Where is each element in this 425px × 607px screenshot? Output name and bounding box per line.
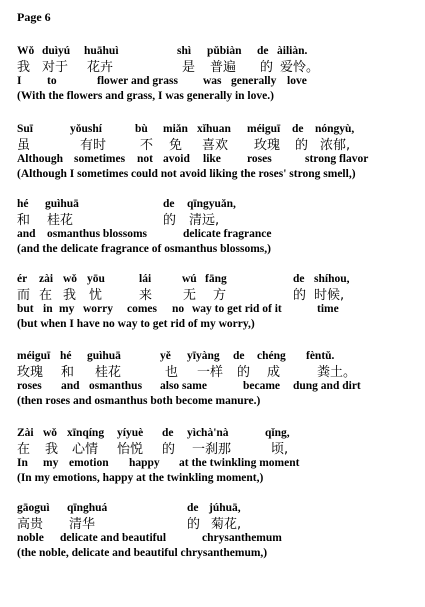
pinyin-line bbox=[17, 45, 417, 60]
gloss-word: not bbox=[137, 153, 153, 165]
pinyin-word: wǒ bbox=[43, 427, 58, 439]
hanzi-word: 高贵 bbox=[17, 517, 44, 532]
hanzi-line bbox=[17, 138, 417, 153]
hanzi-word: 来 bbox=[139, 288, 153, 303]
translation-line bbox=[17, 547, 417, 562]
pinyin-word: guìhuā bbox=[87, 350, 121, 362]
hanzi-word: 一刹那 bbox=[192, 442, 232, 457]
hanzi-word: 的 bbox=[295, 138, 309, 153]
hanzi-word: 无 bbox=[183, 288, 197, 303]
hanzi-line bbox=[17, 365, 417, 380]
gloss-word: no bbox=[172, 303, 185, 315]
stanza-3 bbox=[17, 198, 417, 258]
gloss-word: In bbox=[17, 457, 28, 469]
hanzi-word: 时候, bbox=[314, 288, 345, 303]
pinyin-word: guìhuā bbox=[45, 198, 79, 210]
translation: (Although I sometimes could not avoid liking the roses' strong smell,) bbox=[17, 168, 356, 180]
pinyin-word: hé bbox=[17, 198, 29, 210]
hanzi-word: 桂花 bbox=[95, 365, 122, 380]
pinyin-word: gāoguì bbox=[17, 502, 50, 514]
gloss-word: way to get rid of it bbox=[192, 303, 282, 315]
stanza-6 bbox=[17, 427, 417, 487]
pinyin-word: de bbox=[187, 502, 199, 514]
pinyin-word: xǐhuan bbox=[197, 123, 231, 135]
hanzi-word: 的 bbox=[187, 517, 201, 532]
hanzi-word: 玫瑰 bbox=[17, 365, 44, 380]
hanzi-word: 我 bbox=[17, 60, 31, 75]
hanzi-word: 菊花, bbox=[211, 517, 242, 532]
hanzi-word: 而 bbox=[17, 288, 31, 303]
translation-line bbox=[17, 90, 417, 105]
hanzi-line bbox=[17, 442, 417, 457]
hanzi-word: 成 bbox=[267, 365, 281, 380]
hanzi-word: 的 bbox=[293, 288, 307, 303]
pinyin-word: Zài bbox=[17, 427, 34, 439]
gloss-word: chrysanthemum bbox=[202, 532, 282, 544]
hanzi-word: 在 bbox=[39, 288, 53, 303]
gloss-word: Although bbox=[17, 153, 64, 165]
pinyin-line bbox=[17, 273, 417, 288]
translation-line bbox=[17, 395, 417, 410]
hanzi-word: 不 bbox=[140, 138, 154, 153]
hanzi-word: 喜欢 bbox=[202, 138, 229, 153]
hanzi-word: 我 bbox=[63, 288, 77, 303]
hanzi-word: 清华 bbox=[69, 517, 96, 532]
pinyin-word: méiguī bbox=[17, 350, 51, 362]
hanzi-word: 桂花 bbox=[47, 213, 74, 228]
hanzi-word: 是 bbox=[182, 60, 196, 75]
stanza-7 bbox=[17, 502, 417, 562]
pinyin-line bbox=[17, 502, 417, 517]
pinyin-word: fèntǔ. bbox=[306, 350, 335, 362]
gloss-word: delicate fragrance bbox=[183, 228, 272, 240]
gloss-word: roses bbox=[247, 153, 272, 165]
translation: (With the flowers and grass, I was generally in love.) bbox=[17, 90, 274, 102]
gloss-word: happy bbox=[129, 457, 160, 469]
page-number: Page 6 bbox=[17, 10, 51, 24]
gloss-word: at the twinkling moment bbox=[179, 457, 300, 469]
pinyin-word: zài bbox=[39, 273, 54, 285]
pinyin-word: xīnqíng bbox=[67, 427, 105, 439]
gloss-word: dung and dirt bbox=[293, 380, 361, 392]
pinyin-word: de bbox=[233, 350, 245, 362]
hanzi-word: 的 bbox=[237, 365, 251, 380]
hanzi-word: 和 bbox=[17, 213, 31, 228]
hanzi-word: 我 bbox=[45, 442, 59, 457]
stanza-5 bbox=[17, 350, 417, 410]
translation: (but when I have no way to get rid of my worry,) bbox=[17, 318, 255, 330]
translation: (the noble, delicate and beautiful chrysanthemum,) bbox=[17, 547, 268, 559]
gloss-word: flower and grass bbox=[97, 75, 178, 87]
gloss-word: strong flavor bbox=[305, 153, 369, 165]
hanzi-word: 虽 bbox=[17, 138, 31, 153]
pinyin-word: qīnghuá bbox=[67, 502, 108, 514]
hanzi-word: 在 bbox=[17, 442, 31, 457]
translation: (In my emotions, happy at the twinkling moment,) bbox=[17, 472, 264, 484]
translation: (and the delicate fragrance of osmanthus blossoms,) bbox=[17, 243, 271, 255]
hanzi-word: 也 bbox=[165, 365, 179, 380]
translation: (then roses and osmanthus both become manure.) bbox=[17, 395, 261, 407]
gloss-word: like bbox=[203, 153, 221, 165]
pinyin-word: yǒushí bbox=[70, 123, 102, 135]
pinyin-word: duìyú bbox=[42, 45, 71, 57]
pinyin-word: yōu bbox=[87, 273, 105, 285]
pinyin-word: yīyàng bbox=[187, 350, 220, 362]
gloss-word: my bbox=[43, 457, 59, 469]
hanzi-word: 一样 bbox=[197, 365, 224, 380]
pinyin-word: júhuā, bbox=[209, 502, 241, 514]
hanzi-word: 爱怜。 bbox=[280, 60, 320, 75]
translation-line bbox=[17, 168, 417, 183]
hanzi-word: 方 bbox=[213, 288, 227, 303]
pinyin-word: miǎn bbox=[163, 123, 188, 135]
pinyin-word: méiguī bbox=[247, 123, 281, 135]
english-gloss-line bbox=[17, 457, 417, 472]
hanzi-word: 粪土。 bbox=[317, 365, 357, 380]
hanzi-word: 顷, bbox=[271, 442, 289, 457]
english-gloss-line bbox=[17, 380, 417, 395]
hanzi-word: 怡悦 bbox=[117, 442, 144, 457]
gloss-word: worry bbox=[83, 303, 114, 315]
english-gloss-line bbox=[17, 303, 417, 318]
hanzi-word: 的 bbox=[260, 60, 274, 75]
pinyin-word: chéng bbox=[257, 350, 286, 362]
pinyin-word: bù bbox=[135, 123, 148, 135]
translation-line bbox=[17, 243, 417, 258]
pinyin-word: yě bbox=[160, 350, 171, 362]
pinyin-word: Suī bbox=[17, 123, 33, 135]
gloss-word: emotion bbox=[69, 457, 109, 469]
hanzi-word: 的 bbox=[162, 442, 176, 457]
gloss-word: love bbox=[287, 75, 307, 87]
hanzi-word: 有时 bbox=[80, 138, 107, 153]
gloss-word: was bbox=[203, 75, 222, 87]
gloss-word: became bbox=[243, 380, 281, 392]
gloss-word: time bbox=[317, 303, 339, 315]
hanzi-word: 玫瑰 bbox=[254, 138, 281, 153]
stanza-4 bbox=[17, 273, 417, 333]
pinyin-word: wú bbox=[182, 273, 197, 285]
pinyin-word: pǔbiàn bbox=[207, 45, 242, 57]
pinyin-line bbox=[17, 198, 417, 213]
gloss-word: roses bbox=[17, 380, 42, 392]
gloss-word: to bbox=[47, 75, 57, 87]
pinyin-line bbox=[17, 350, 417, 365]
pinyin-word: shì bbox=[177, 45, 192, 57]
gloss-word: but bbox=[17, 303, 34, 315]
translation-line bbox=[17, 318, 417, 333]
hanzi-word: 浓郁, bbox=[320, 138, 351, 153]
pinyin-word: ér bbox=[17, 273, 28, 285]
gloss-word: osmanthus blossoms bbox=[47, 228, 148, 240]
pinyin-word: wǒ bbox=[63, 273, 78, 285]
gloss-word: osmanthus bbox=[89, 380, 143, 392]
english-gloss-line bbox=[17, 75, 417, 90]
pinyin-word: de bbox=[162, 427, 174, 439]
pinyin-word: de bbox=[163, 198, 175, 210]
gloss-word: noble bbox=[17, 532, 44, 544]
pinyin-word: shíhou, bbox=[314, 273, 350, 285]
hanzi-word: 对于 bbox=[42, 60, 69, 75]
stanza-1 bbox=[17, 45, 417, 105]
hanzi-word: 花卉 bbox=[87, 60, 114, 75]
pinyin-word: àiliàn. bbox=[277, 45, 308, 57]
gloss-word: generally bbox=[231, 75, 277, 87]
english-gloss-line bbox=[17, 153, 417, 168]
gloss-word: comes bbox=[127, 303, 158, 315]
hanzi-word: 和 bbox=[61, 365, 75, 380]
hanzi-word: 心情 bbox=[72, 442, 99, 457]
stanza-2 bbox=[17, 123, 417, 183]
pinyin-word: nóngyù, bbox=[315, 123, 355, 135]
pinyin-word: qīngyuǎn, bbox=[187, 198, 236, 210]
pinyin-word: huāhuì bbox=[84, 45, 119, 57]
gloss-word: my bbox=[59, 303, 75, 315]
pinyin-line bbox=[17, 123, 417, 138]
hanzi-word: 的 bbox=[163, 213, 177, 228]
pinyin-word: de bbox=[257, 45, 269, 57]
pinyin-word: Wǒ bbox=[17, 45, 35, 57]
hanzi-line bbox=[17, 517, 417, 532]
pinyin-word: hé bbox=[60, 350, 72, 362]
pinyin-word: qǐng, bbox=[265, 427, 290, 439]
hanzi-word: 忧 bbox=[89, 288, 103, 303]
gloss-word: sometimes bbox=[74, 153, 126, 165]
pinyin-word: de bbox=[292, 123, 304, 135]
hanzi-word: 清远, bbox=[189, 213, 220, 228]
english-gloss-line bbox=[17, 228, 417, 243]
hanzi-line bbox=[17, 288, 417, 303]
gloss-word: I bbox=[17, 75, 22, 87]
pinyin-word: lái bbox=[139, 273, 152, 285]
pinyin-line bbox=[17, 427, 417, 442]
translation-line bbox=[17, 472, 417, 487]
pinyin-word: yìchà'nà bbox=[187, 427, 229, 439]
pinyin-word: fāng bbox=[205, 273, 227, 285]
pinyin-word: de bbox=[293, 273, 305, 285]
hanzi-word: 免 bbox=[169, 138, 183, 153]
gloss-word: in bbox=[43, 303, 53, 315]
hanzi-line bbox=[17, 213, 417, 228]
gloss-word: avoid bbox=[163, 153, 190, 165]
gloss-word: also same bbox=[160, 380, 207, 392]
gloss-word: delicate and beautiful bbox=[60, 532, 167, 544]
gloss-word: and bbox=[61, 380, 80, 392]
english-gloss-line bbox=[17, 532, 417, 547]
gloss-word: and bbox=[17, 228, 36, 240]
hanzi-word: 普遍 bbox=[210, 60, 237, 75]
hanzi-line bbox=[17, 60, 417, 75]
pinyin-word: yíyuè bbox=[117, 427, 144, 439]
